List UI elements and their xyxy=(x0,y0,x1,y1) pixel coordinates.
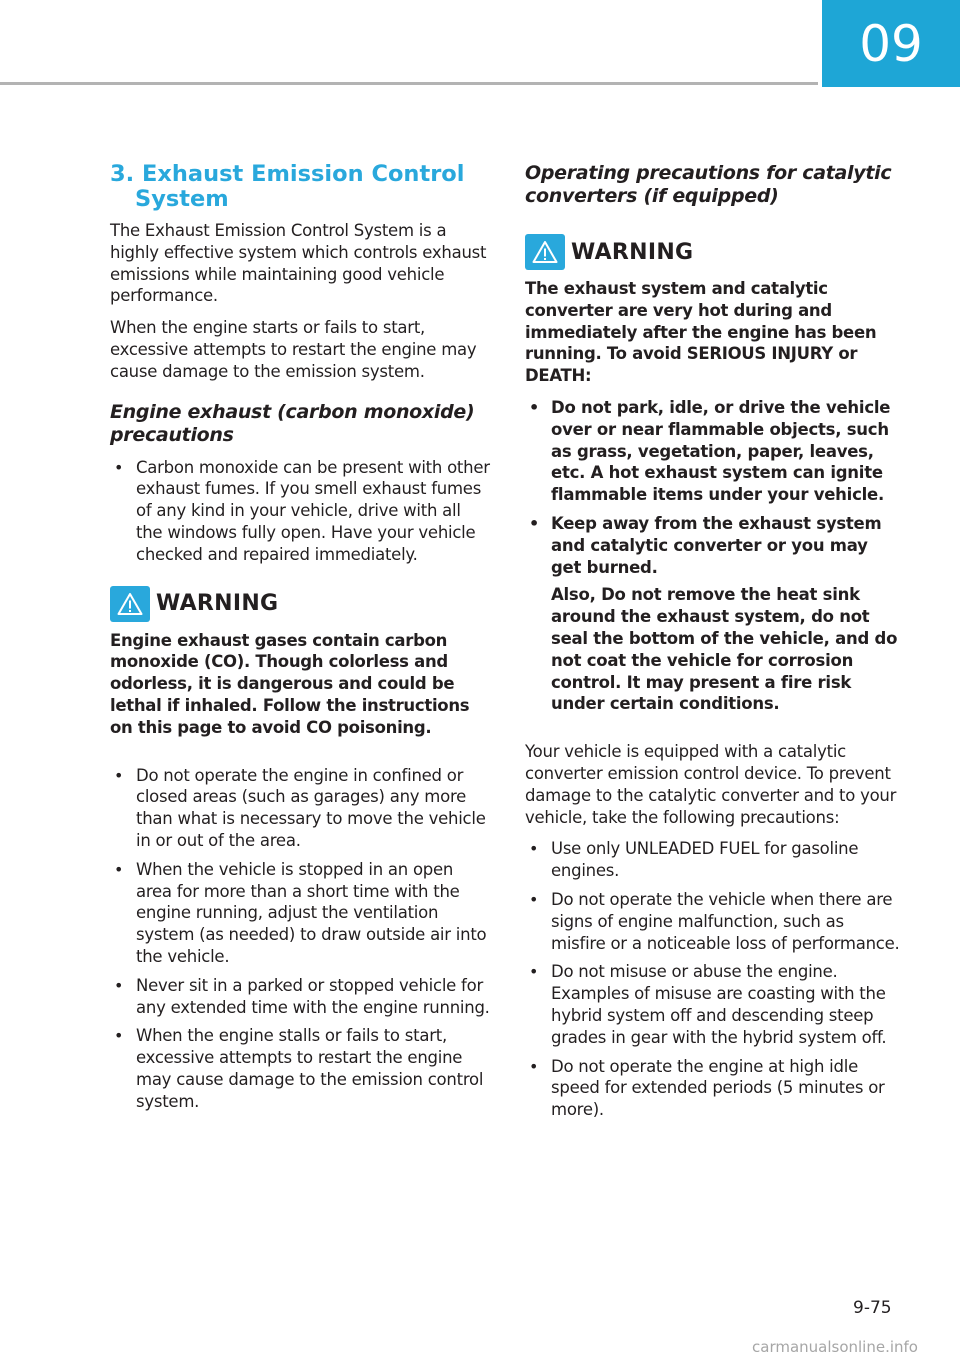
bullet-icon: • xyxy=(529,962,539,982)
bullet-icon: • xyxy=(529,1056,539,1076)
warning-header xyxy=(525,234,903,270)
bullet-icon: • xyxy=(114,859,124,879)
list-item: • Carbon monoxide can be present with other exhaust fumes. If you smell exhaust fumes of any kind in your vehicle, drive with all the windows fully open. Have your vehicle checked and repaired immediately. xyxy=(114,457,490,564)
warning-label: WARNING xyxy=(571,239,694,265)
bullet-icon: • xyxy=(529,513,539,533)
list-item: • When the engine stalls or fails to start, excessive attempts to restart the engine may cause damage to the emission control system. xyxy=(114,1026,484,1111)
bullet-icon: • xyxy=(529,839,539,859)
list-item: • Do not operate the vehicle when there are signs of engine malfunction, such as misfire or a noticeable loss of performance. xyxy=(529,889,900,953)
warning-text: Engine exhaust gases contain carbon monoxide (CO). Though colorless and odorless, it is dangerous and could be lethal if inhaled. Follow the instructions on this page to avoid CO poisoning. xyxy=(110,630,470,737)
right-column xyxy=(525,158,903,1135)
list-item: • Do not operate the engine at high idle speed for extended periods (5 minutes or more). xyxy=(529,1056,885,1120)
warning-triangle-icon xyxy=(110,586,150,622)
bullet-icon: • xyxy=(114,457,124,477)
left-column xyxy=(110,158,490,1127)
bullet-icon: • xyxy=(114,765,124,785)
watermark[interactable]: carmanualsonline.info xyxy=(752,1338,918,1356)
exhaust-bullet-list xyxy=(110,765,490,1113)
engine-exhaust-subtitle: Engine exhaust (carbon monoxide) precautions xyxy=(110,400,475,446)
co-bullet-list xyxy=(110,457,490,566)
list-item: • Never sit in a parked or stopped vehicle for any extended time with the engine running. xyxy=(114,975,490,1017)
catalytic-paragraph: Your vehicle is equipped with a catalytic converter emission control device. To prevent damage to the catalytic converter and to your vehicle, take the following precautions: xyxy=(525,742,897,827)
warning-bullet-list xyxy=(525,397,903,715)
precaution-bullet-list xyxy=(525,838,903,1121)
bullet-icon: • xyxy=(529,397,539,417)
warning-text: The exhaust system and catalytic converter are very hot during and immediately after the engine has been running. To avoid SERIOUS INJURY or DEATH: xyxy=(525,279,877,386)
warning-sub-paragraph: Also, Do not remove the heat sink around the exhaust system, do not seal the bottom of the vehicle, and do not coat the vehicle for corrosion control. It may present a fire risk under certain conditions. xyxy=(551,585,898,714)
catalytic-subtitle: Operating precautions for catalytic converters (if equipped) xyxy=(525,162,892,207)
list-item: • Keep away from the exhaust system and catalytic converter or you may get burned. Also, Do not remove the heat sink around the exhaust system, do not seal the bottom of the vehicle, and do not coat the vehicle for corrosion control. It may present a fire risk under certain conditions. xyxy=(525,513,903,715)
list-item: • Do not park, idle, or drive the vehicle over or near flammable objects, such as grass, vegetation, paper, leaves, etc. A hot exhaust system can ignite flammable items under your vehicle. xyxy=(529,397,891,505)
chapter-number: 09 xyxy=(859,14,923,73)
bullet-icon: • xyxy=(114,975,124,995)
bullet-icon: • xyxy=(529,889,539,909)
list-item: • When the vehicle is stopped in an open area for more than a short time with the engine running, adjust the ventilation system (as needed) to draw outside air into the vehicle. xyxy=(114,859,487,966)
intro-paragraph-1: The Exhaust Emission Control System is a highly effective system which controls exhaust emissions while maintaining good vehicle performance. xyxy=(110,221,487,306)
bullet-icon: • xyxy=(114,1026,124,1046)
header-rule xyxy=(0,82,818,85)
warning-label: WARNING xyxy=(156,591,279,617)
list-item: • Do not misuse or abuse the engine. Examples of misuse are coasting with the hybrid system off and descending steep grades in gear with the hybrid system off. xyxy=(529,962,887,1047)
section-title: 3. Exhaust Emission Control System xyxy=(110,161,465,212)
warning-header xyxy=(110,586,490,622)
list-item: • Use only UNLEADED FUEL for gasoline engines. xyxy=(529,839,859,881)
warning-triangle-icon xyxy=(525,234,565,270)
intro-paragraph-2: When the engine starts or fails to start, excessive attempts to restart the engine may cause damage to the emission system. xyxy=(110,318,477,381)
page-number: 9-75 xyxy=(853,1298,892,1318)
chapter-tab xyxy=(822,0,960,87)
list-item: • Do not operate the engine in confined or closed areas (such as garages) any more than what is necessary to move the vehicle in or out of the area. xyxy=(114,765,486,850)
